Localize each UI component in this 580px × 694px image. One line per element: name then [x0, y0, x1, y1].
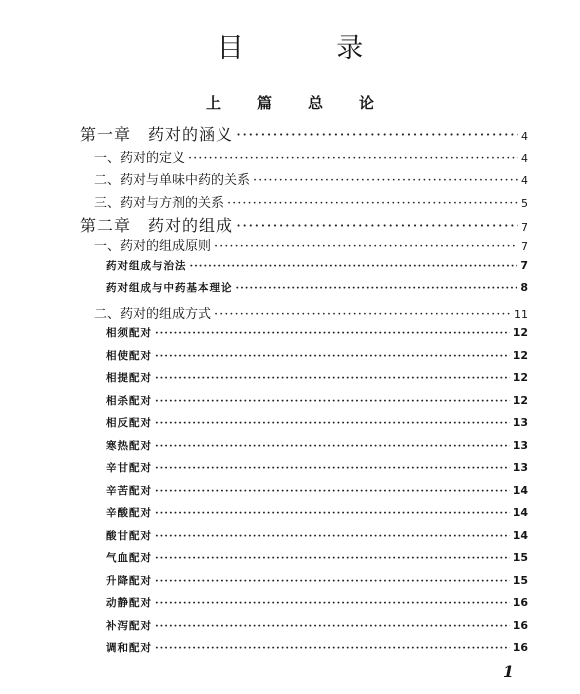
toc-entry-page: 15 — [512, 574, 528, 587]
toc-leader-dots — [236, 216, 518, 235]
toc-leader-dots — [155, 327, 510, 339]
toc-entry-label: 寒热配对 — [106, 440, 152, 452]
toc-leader-dots — [155, 395, 510, 407]
toc-leader-dots — [155, 372, 510, 384]
toc-entry-page: 7 — [520, 259, 528, 272]
toc-leader-dots — [155, 417, 510, 429]
toc-leader-dots — [155, 440, 510, 452]
toc-leader-dots — [155, 642, 510, 654]
toc-entry-label: 药对组成与治法 — [106, 260, 187, 272]
toc-leader-dots — [190, 260, 518, 272]
toc-leader-dots — [155, 350, 510, 362]
toc-entry-page: 15 — [512, 551, 528, 564]
toc-entry-page: 16 — [512, 596, 528, 609]
toc-entry — [106, 460, 528, 475]
toc-entry — [106, 280, 528, 295]
toc-entry-label: 药对组成与中药基本理论 — [106, 282, 233, 294]
page-number: 1 — [502, 662, 514, 681]
toc-entry — [94, 303, 528, 322]
toc-entry-page: 13 — [512, 416, 528, 429]
toc-entry — [94, 192, 528, 211]
toc-entry-label: 相杀配对 — [106, 395, 152, 407]
toc-entry — [106, 618, 528, 633]
toc-entry — [106, 370, 528, 385]
toc-entry-page: 12 — [512, 394, 528, 407]
toc-entry-label: 三、药对与方剂的关系 — [94, 196, 225, 211]
toc-entry-page: 13 — [512, 461, 528, 474]
toc-entry-label: 动静配对 — [106, 597, 152, 609]
toc-entry-page: 12 — [512, 371, 528, 384]
toc-entry — [80, 122, 528, 145]
toc-entry-page: 12 — [512, 326, 528, 339]
toc-entry-page: 7 — [521, 221, 528, 234]
toc-leader-dots — [155, 507, 510, 519]
toc-entry-label: 辛苦配对 — [106, 485, 152, 497]
toc-entry-page: 4 — [521, 152, 528, 165]
toc-entry — [106, 483, 528, 498]
toc-entry — [80, 213, 528, 236]
toc-entry-label: 酸甘配对 — [106, 530, 152, 542]
toc-entry-label: 第一章 药对的涵义 — [80, 125, 234, 144]
page-title: 目 录 — [216, 33, 406, 64]
toc-entry — [94, 235, 528, 254]
toc-entry-page: 5 — [521, 197, 528, 210]
toc-entry-label: 补泻配对 — [106, 620, 152, 632]
toc-entry-label: 气血配对 — [106, 552, 152, 564]
toc-entry-label: 相反配对 — [106, 417, 152, 429]
toc-leader-dots — [188, 151, 518, 166]
toc-leader-dots — [155, 462, 510, 474]
toc-entry — [106, 640, 528, 655]
toc-entry-page: 16 — [512, 619, 528, 632]
toc-entry-page: 12 — [512, 349, 528, 362]
toc-leader-dots — [236, 125, 518, 144]
toc-entry — [106, 258, 528, 273]
toc-entry-page: 14 — [512, 529, 528, 542]
toc-entry-page: 14 — [512, 484, 528, 497]
toc-entry-label: 二、药对与单味中药的关系 — [94, 173, 251, 188]
toc-entry-label: 二、药对的组成方式 — [94, 307, 212, 322]
toc-leader-dots — [155, 530, 510, 542]
toc-entry — [106, 528, 528, 543]
toc-entry-page: 11 — [514, 308, 528, 321]
toc-entry-page: 4 — [521, 130, 528, 143]
toc-entry — [106, 550, 528, 565]
toc-entry-label: 辛甘配对 — [106, 462, 152, 474]
toc-entry-label: 相使配对 — [106, 350, 152, 362]
toc-entry-label: 相须配对 — [106, 327, 152, 339]
toc-entry-page: 4 — [521, 174, 528, 187]
toc-entry — [94, 169, 528, 188]
toc-entry — [106, 348, 528, 363]
toc-entry — [106, 595, 528, 610]
toc-leader-dots — [155, 485, 510, 497]
toc-leader-dots — [227, 196, 518, 211]
toc-entry-page: 8 — [520, 281, 528, 294]
toc-entry — [106, 438, 528, 453]
toc-leader-dots — [155, 552, 510, 564]
toc-entry — [94, 147, 528, 166]
toc-leader-dots — [214, 307, 511, 322]
toc-entry — [106, 573, 528, 588]
toc-entry-page: 13 — [512, 439, 528, 452]
toc-leader-dots — [155, 597, 510, 609]
toc-leader-dots — [155, 620, 510, 632]
toc-entry — [106, 415, 528, 430]
toc-leader-dots — [236, 282, 518, 294]
toc-entry-label: 第二章 药对的组成 — [80, 216, 234, 235]
toc-entry — [106, 325, 528, 340]
toc-leader-dots — [155, 575, 510, 587]
toc-entry — [106, 505, 528, 520]
toc-entry-page: 16 — [512, 641, 528, 654]
toc-entry-label: 一、药对的定义 — [94, 151, 186, 166]
toc-entry-label: 辛酸配对 — [106, 507, 152, 519]
toc-entry-label: 升降配对 — [106, 575, 152, 587]
toc-entry-label: 一、药对的组成原则 — [94, 239, 212, 254]
toc-leader-dots — [214, 239, 518, 254]
toc-entry-label: 相提配对 — [106, 372, 152, 384]
toc-entry-page: 14 — [512, 506, 528, 519]
part-title: 上篇总论 — [205, 94, 410, 112]
toc-leader-dots — [253, 173, 518, 188]
toc-entry-label: 调和配对 — [106, 642, 152, 654]
toc-entry — [106, 393, 528, 408]
toc-entry-page: 7 — [521, 240, 528, 253]
